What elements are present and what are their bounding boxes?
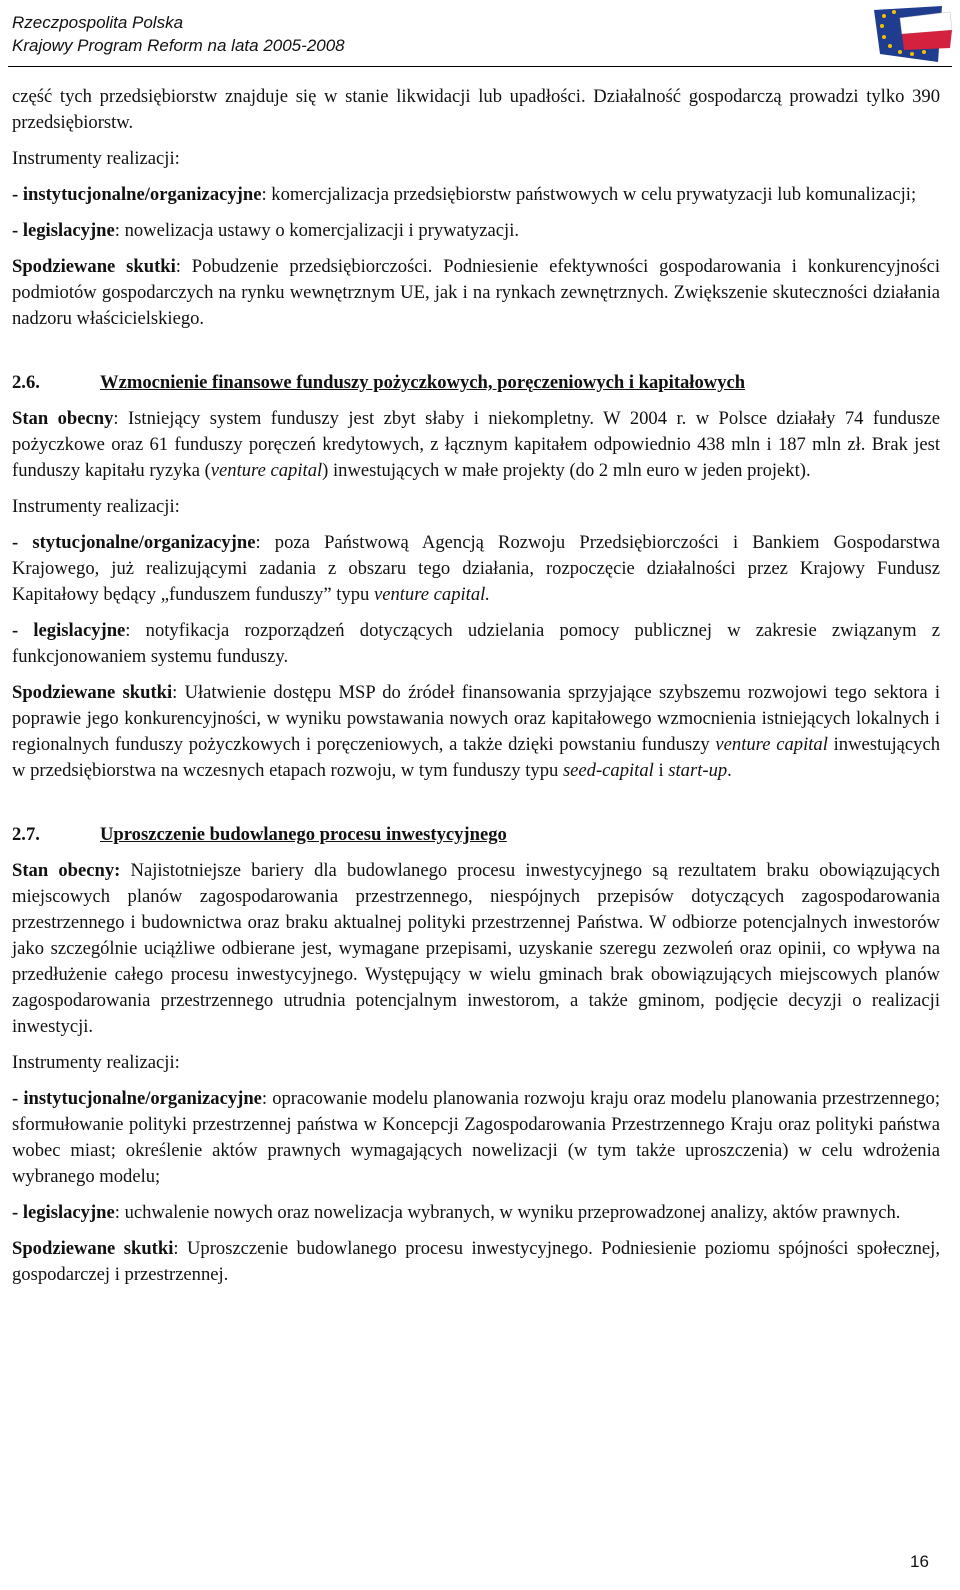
italic-term: venture capital xyxy=(210,460,323,481)
section-heading-2-6 xyxy=(12,370,940,396)
text-effects-2: inwestujących w przedsiębiorstwa na wczesnych etapach rozwoju, w tym funduszy typu xyxy=(12,734,941,781)
page-header xyxy=(0,0,960,68)
instruments-heading-2-6: Instrumenty realizacji: xyxy=(12,496,180,517)
instrument-legislative-1 xyxy=(12,218,940,244)
text-legislative: : uchwalenie nowych oraz nowelizacja wybranych, w wyniku przeprowadzonej analizy, aktów prawnych. xyxy=(114,1202,901,1223)
text-current-state: Najistotniejsze bariery dla budowlanego procesu inwestycyjnego są rezultatem braku obowiązujących miejscowych planów zagospodarowania przestrzennego, niespójnych przepisów dotyczących zagospodarowania przestrzennego i budownictwa oraz braku aktualnej polityki przestrzennej Państwa. W odbiorze potencjalnych inwestorów jako szczególnie uciążliwe odbierane jest, wymagane przepisami, uzyskanie szeregu zezwoleń oraz opinii, co wpływa na przedłużenie całego procesu inwestycyjnego. Występujący w wielu gminach brak obowiązujących miejscowych planów zagospodarowania przestrzennego utrudnia potencjalnym inwestorom, a także gminom, podjęcie decyzji o realizacji inwestycji. xyxy=(12,860,940,1037)
label-current-state: Stan obecny: xyxy=(12,860,121,881)
instrument-institutional-2-7 xyxy=(12,1086,940,1190)
text-effects: : Uproszczenie budowlanego procesu inwestycyjnego. Podniesienie poziomu spójności społecznej, gospodarczej i przestrzennej. xyxy=(12,1238,940,1285)
current-state-2-7 xyxy=(12,858,940,1040)
text-institutional: : komercjalizacja przedsiębiorstw państwowych w celu prywatyzacji lub komunalizacji; xyxy=(261,184,917,205)
section-heading-2-7 xyxy=(12,822,940,848)
header-rule xyxy=(8,66,952,67)
label-current-state: Stan obecny xyxy=(12,408,114,429)
text-institutional: : opracowanie modelu planowania rozwoju kraju oraz modelu planowania przestrzennego; sformułowanie polityki przestrzennej państwa w Koncepcji Zagospodarowania Przestrzennego Kraju oraz polityki państwa wobec miast; określenie aktów prawnych wymagających nowelizacji (w tym także uproszczenia) w celu wdrożenia wybranego modelu; xyxy=(12,1088,940,1187)
text-effects: : Pobudzenie przedsiębiorczości. Podniesienie efektywności gospodarowania i konkurencyjności podmiotów gospodarczych na rynku wewnętrznym UE, jak i na rynkach zewnętrznych. Zwiększenie skuteczności działania nadzoru właścicielskiego. xyxy=(12,256,941,329)
header-subtitle: Krajowy Program Reform na lata 2005-2008 xyxy=(12,36,345,55)
section-number: 2.7. xyxy=(12,824,40,845)
label-effects: Spodziewane skutki xyxy=(12,256,176,277)
instrument-institutional-1 xyxy=(12,182,940,208)
expected-effects-1 xyxy=(12,254,940,332)
label-effects: Spodziewane skutki xyxy=(12,682,173,703)
label-effects: Spodziewane skutki xyxy=(12,1238,174,1259)
label-institutional: - instytucjonalne/organizacyjne xyxy=(12,1088,262,1109)
section-title: Uproszczenie budowlanego procesu inwestycyjnego xyxy=(100,824,507,845)
current-state-2-6 xyxy=(12,406,940,484)
instruments-heading-1: Instrumenty realizacji: xyxy=(12,148,180,169)
label-legislative: - legislacyjne xyxy=(12,1202,115,1223)
text-effects: : Ułatwienie dostępu MSP do źródeł finansowania sprzyjające szybszemu rozwojowi tego sektora i poprawie jego konkurencyjności, w wyniku powstawania nowych oraz kapitałowego wzmocnienia istniejących lokalnych i regionalnych funduszy pożyczkowych i poręczeniowych, a także dzięki powstaniu funduszy xyxy=(12,682,940,755)
text-current-state: : Istniejący system funduszy jest zbyt słaby i niekompletny. W 2004 r. w Polsce działały 74 fundusze pożyczkowe oraz 61 funduszy poręczeń kredytowych, z łącznym kapitałem odpowiednio 438 mln i 187 mln zł. Brak jest funduszy kapitału ryzyka ( xyxy=(12,408,940,481)
header-title: Rzeczpospolita Polska xyxy=(12,13,184,32)
italic-term: venture capital. xyxy=(373,584,490,605)
expected-effects-2-7 xyxy=(12,1236,940,1288)
expected-effects-2-6 xyxy=(12,680,940,784)
page-number: 16 xyxy=(910,1552,929,1571)
document-body xyxy=(12,84,940,1288)
instrument-institutional-2-6 xyxy=(12,530,940,608)
instrument-legislative-2-6 xyxy=(12,618,940,670)
label-institutional: - instytucjonalne/organizacyjne xyxy=(12,184,262,205)
instruments-heading-2-7: Instrumenty realizacji: xyxy=(12,1052,180,1073)
text-legislative: : nowelizacja ustawy o komercjalizacji i prywatyzacji. xyxy=(114,220,520,241)
label-legislative: - legislacyjne xyxy=(12,220,115,241)
section-number: 2.6. xyxy=(12,372,40,393)
text-institutional: : poza Państwową Agencją Rozwoju Przedsiębiorczości i Bankiem Gospodarstwa Krajowego, już realizującymi zadania z obszaru tego działania, rozpoczęcie działalności przez Krajowy Fundusz Kapitałowy będący „funduszem funduszy” typu xyxy=(12,532,940,605)
text-legislative: : notyfikacja rozporządzeń dotyczących udzielania pomocy publicznej w zakresie związanym z funkcjonowaniem systemu funduszy. xyxy=(12,620,940,667)
label-legislative: - legislacyjne xyxy=(12,620,126,641)
text-effects-3: i xyxy=(653,760,669,781)
label-institutional: - stytucjonalne/organizacyjne xyxy=(12,532,256,553)
section-title: Wzmocnienie finansowe funduszy pożyczkowych, poręczeniowych i kapitałowych xyxy=(100,372,746,393)
text-current-state-end: ) inwestujących w małe projekty (do 2 mln euro w jeden projekt). xyxy=(322,460,811,481)
italic-term: start-up xyxy=(668,760,728,781)
eu-poland-flag-logo xyxy=(872,4,954,66)
paragraph-intro: część tych przedsiębiorstw znajduje się w stanie likwidacji lub upadłości. Działalność gospodarczą prowadzi tylko 390 przedsiębiorstw. xyxy=(12,86,940,133)
text-effects-4: . xyxy=(727,760,732,781)
instrument-legislative-2-7 xyxy=(12,1200,940,1226)
italic-term: seed-capital xyxy=(562,760,654,781)
italic-term: venture capital xyxy=(715,734,828,755)
